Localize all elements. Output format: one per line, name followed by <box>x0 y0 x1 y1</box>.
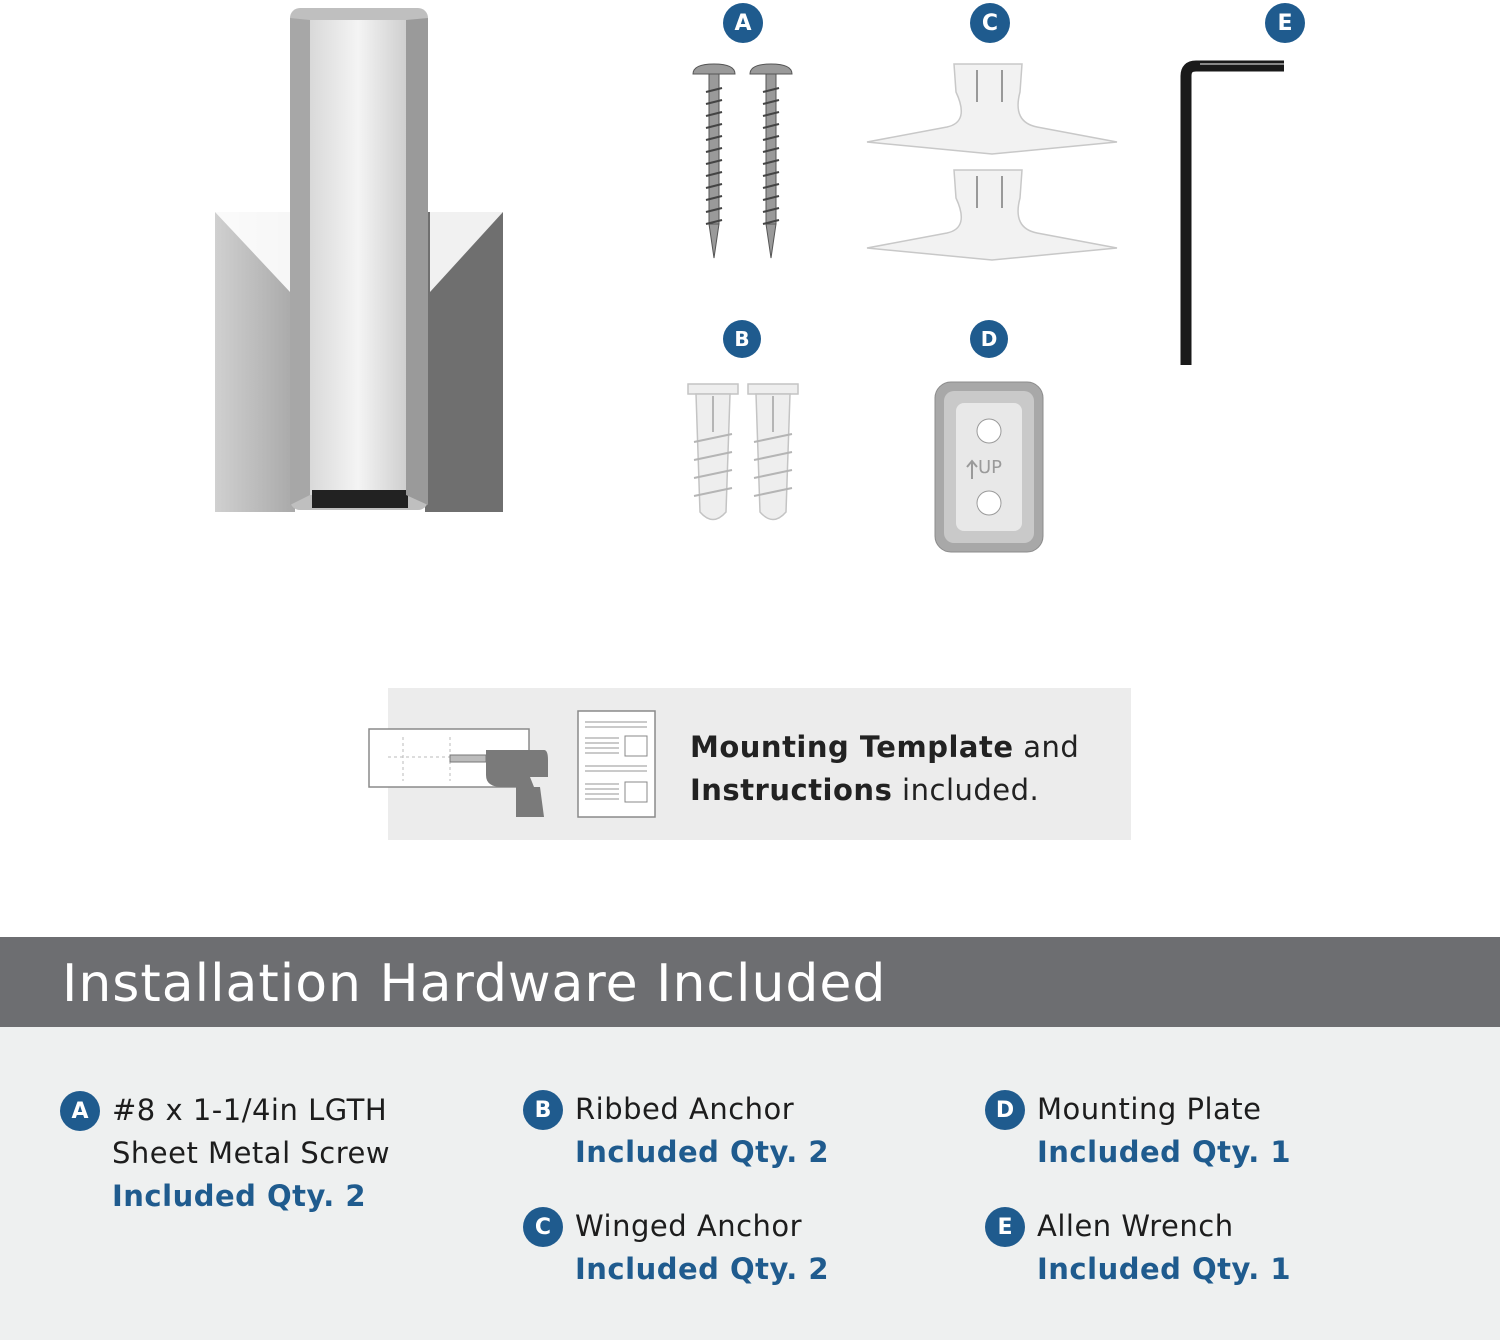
item-a-name-line1: #8 x 1-1/4in LGTH <box>112 1093 388 1127</box>
item-b-qty: Included Qty. 2 <box>575 1135 830 1169</box>
allen-wrench-icon <box>1180 60 1290 370</box>
template-text-1: and <box>1013 730 1080 764</box>
part-e-badge: E <box>1265 3 1305 43</box>
instructions-document-icon <box>577 710 657 820</box>
drill-template-icon <box>368 705 558 840</box>
ribbed-anchor-icon <box>686 382 806 532</box>
item-e-name: Allen Wrench <box>1037 1209 1234 1243</box>
part-b-badge: B <box>723 320 761 358</box>
part-c-badge: C <box>970 3 1010 43</box>
template-bold-2: Instructions <box>690 773 893 807</box>
item-a-qty: Included Qty. 2 <box>112 1179 367 1213</box>
item-d-name: Mounting Plate <box>1037 1092 1262 1126</box>
item-d-qty: Included Qty. 1 <box>1037 1135 1292 1169</box>
item-c-name: Winged Anchor <box>575 1209 803 1243</box>
item-e-qty: Included Qty. 1 <box>1037 1252 1292 1286</box>
section-title: Installation Hardware Included <box>62 954 887 1014</box>
part-a-badge: A <box>723 3 763 43</box>
screw-icon <box>690 62 810 262</box>
plate-up-label: UP <box>978 457 1003 478</box>
item-c-badge: C <box>523 1207 563 1247</box>
item-a-badge: A <box>60 1091 100 1131</box>
item-e-badge: E <box>985 1207 1025 1247</box>
item-d-badge: D <box>985 1090 1025 1130</box>
part-d-badge: D <box>970 320 1008 358</box>
item-b-name: Ribbed Anchor <box>575 1092 795 1126</box>
mounting-template-text <box>690 726 1079 812</box>
winged-anchor-icon <box>862 62 1122 272</box>
item-c-qty: Included Qty. 2 <box>575 1252 830 1286</box>
template-text-2: included. <box>892 773 1040 807</box>
item-a-name-line2: Sheet Metal Screw <box>112 1136 391 1170</box>
template-bold-1: Mounting Template <box>690 730 1014 764</box>
mounting-plate-icon <box>934 381 1046 553</box>
item-b-badge: B <box>523 1090 563 1130</box>
